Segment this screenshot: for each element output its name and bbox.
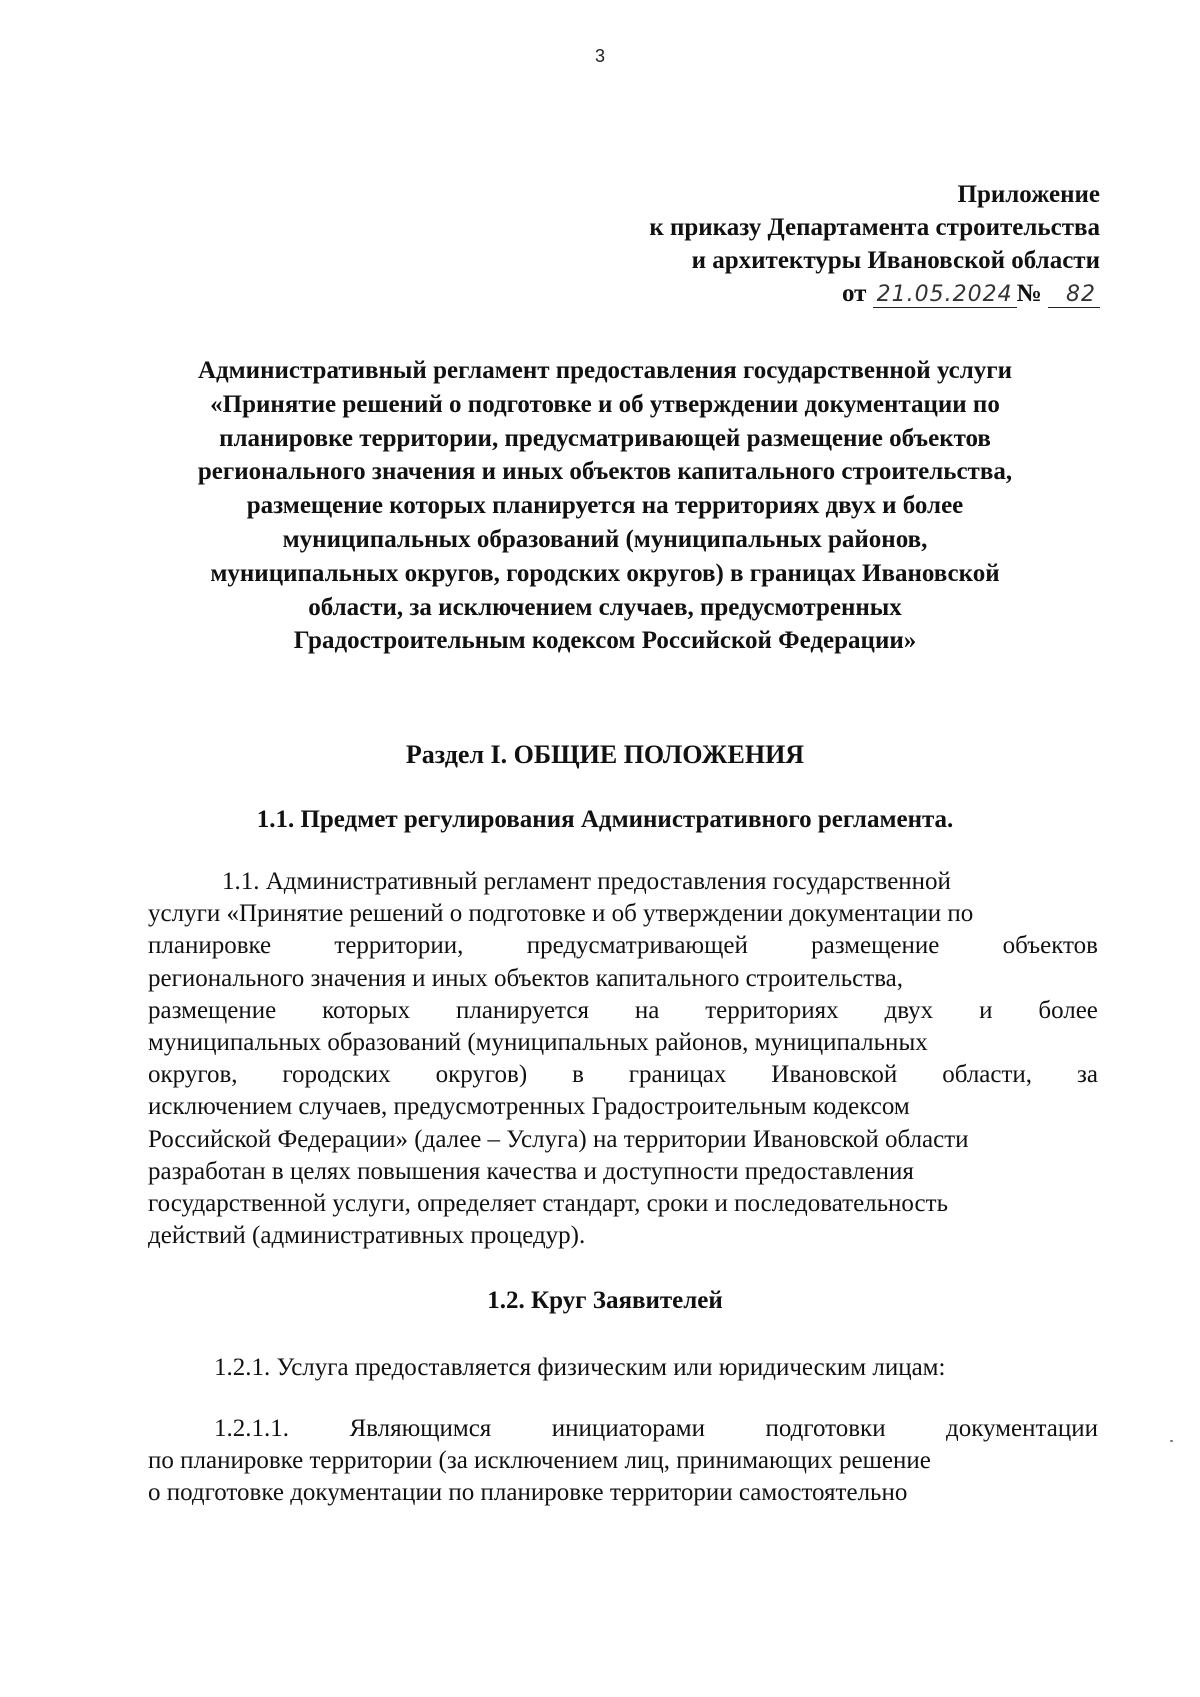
title-line: муниципальных образований (муниципальных районов, xyxy=(282,525,928,553)
paragraph-line xyxy=(148,930,1098,962)
paragraph-line: государственной услуги, определяет стандарт, сроки и последовательность xyxy=(148,1190,948,1218)
title-line: Административный регламент предоставления государственной услуги xyxy=(197,357,1013,384)
word: территории, xyxy=(334,932,464,960)
paragraph-line xyxy=(148,995,1098,1027)
paragraph-line: 1.1. Административный регламент предоставления государственной xyxy=(222,868,951,895)
paragraph-line: Российской Федерации» (далее – Услуга) на территории Ивановской области xyxy=(148,1125,969,1153)
scan-speck xyxy=(1170,1440,1173,1442)
word: планировке xyxy=(148,932,272,960)
word: Ивановской xyxy=(771,1061,898,1089)
paragraph-line: по планировке территории (за исключением лиц, принимающих решение xyxy=(148,1447,931,1475)
word: более xyxy=(1038,996,1098,1024)
word: которых xyxy=(322,996,411,1024)
word: размещение xyxy=(811,932,940,960)
appendix-title: Приложение xyxy=(957,181,1100,208)
appendix-header xyxy=(649,178,1100,310)
word: объектов xyxy=(1002,932,1098,960)
appendix-order-line: к приказу Департамента строительства xyxy=(649,214,1100,241)
word: области, xyxy=(942,1061,1033,1089)
word: и xyxy=(979,996,993,1024)
word: территориях xyxy=(705,996,839,1024)
title-line: «Принятие решений о подготовке и об утверждении документации по xyxy=(210,390,1000,418)
appendix-date-line xyxy=(649,277,1100,310)
page-number: 3 xyxy=(594,46,605,66)
word: городских xyxy=(282,1061,391,1089)
word: планируется xyxy=(455,996,589,1024)
title-line: муниципальных округов, городских округов) в границах Ивановской xyxy=(210,559,1000,587)
paragraph-line xyxy=(148,1059,1098,1091)
title-line: планировке территории, предусматривающей размещение объектов xyxy=(219,424,991,452)
appendix-department-line: и архитектуры Ивановской области xyxy=(691,247,1100,274)
paragraph-line xyxy=(148,1413,1098,1445)
regulation-title xyxy=(130,354,1080,658)
word: документации xyxy=(946,1415,1098,1442)
section-heading: Раздел I. ОБЩИЕ ПОЛОЖЕНИЯ xyxy=(405,740,805,769)
title-line: Градостроительным кодексом Российской Федерации» xyxy=(293,627,917,655)
paragraph-line: регионального значения и иных объектов капитального строительства, xyxy=(148,964,904,992)
paragraph-line: разработан в целях повышения качества и доступности предоставления xyxy=(148,1157,914,1185)
word: за xyxy=(1076,1061,1098,1089)
subsection-heading-1-1: 1.1. Предмет регулирования Административного регламента. xyxy=(256,806,954,833)
paragraph-line: о подготовке документации по планировке территории самостоятельно xyxy=(148,1479,908,1507)
word: двух xyxy=(884,996,934,1024)
subsection-heading-1-2: 1.2. Круг Заявителей xyxy=(487,1287,723,1314)
word: границах xyxy=(628,1061,727,1089)
word: округов, xyxy=(148,1061,238,1089)
title-line: размещение которых планируется на территориях двух и более xyxy=(246,492,964,520)
date-prefix: от xyxy=(841,280,867,307)
word: подготовки xyxy=(765,1415,886,1442)
paragraph-line: исключением случаев, предусмотренных Градостроительным кодексом xyxy=(148,1093,910,1121)
paragraph-1-1 xyxy=(148,866,1098,1252)
paragraph-line: услуги «Принятие решений о подготовке и об утверждении документации по xyxy=(148,900,974,928)
word: в xyxy=(572,1061,584,1089)
paragraph-1-2-1 xyxy=(148,1352,1098,1384)
word: на xyxy=(634,996,660,1024)
title-line: области, за исключением случаев, предусмотренных xyxy=(308,593,902,621)
paragraph-line: муниципальных образований (муниципальных районов, муниципальных xyxy=(148,1029,928,1057)
paragraph-line: 1.2.1. Услуга предоставляется физическим или юридическим лицам: xyxy=(214,1354,946,1381)
paragraph-line: действий (административных процедур). xyxy=(148,1222,586,1250)
word: округов) xyxy=(435,1061,528,1089)
word: Являющимся xyxy=(349,1415,492,1442)
title-line: регионального значения и иных объектов капитального строительства, xyxy=(197,458,1013,486)
word: размещение xyxy=(148,996,277,1024)
handwritten-date: 21.05.2024 xyxy=(873,283,1017,308)
paragraph-1-2-1-1 xyxy=(148,1413,1098,1510)
word: предусматривающей xyxy=(526,932,748,960)
word: 1.2.1.1. xyxy=(214,1415,289,1442)
handwritten-number: 82 xyxy=(1048,283,1100,308)
number-sign: № xyxy=(1016,280,1042,307)
word: инициаторами xyxy=(551,1415,706,1442)
